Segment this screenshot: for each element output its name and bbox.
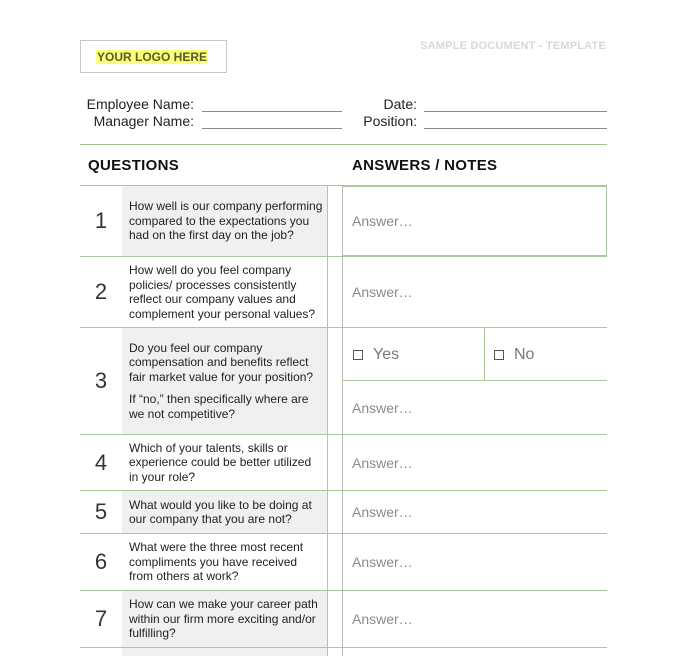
answer-field[interactable]: Answer… [352, 504, 413, 520]
column-gap [327, 591, 343, 647]
manager-name-label: Manager Name: [93, 113, 194, 129]
question-text [122, 534, 327, 590]
question-number: 5 [94, 499, 108, 524]
question-text-body: Do you feel our company compensation and benefits reflect fair market value for your position? [129, 340, 314, 384]
question-row-2 [80, 257, 607, 328]
yes-label: Yes [373, 345, 400, 363]
question-text [122, 328, 327, 434]
question-row-7 [80, 591, 607, 648]
question-number: 1 [94, 208, 108, 233]
manager-name-field[interactable] [202, 128, 342, 129]
column-gap [327, 328, 343, 434]
question-number: 4 [94, 449, 108, 475]
question-number: 7 [94, 606, 108, 631]
answer-field[interactable]: Answer… [343, 186, 607, 256]
column-gap [327, 257, 343, 327]
sample-label: SAMPLE DOCUMENT - TEMPLATE [420, 40, 606, 52]
employee-name-field[interactable] [202, 111, 342, 112]
question-text-body: How can we make your career path within our firm more exciting and/or fulfilling? [129, 597, 318, 641]
question-followup-text: If “no,” then specifically where are we not competitive? [129, 392, 309, 421]
question-number: 6 [94, 549, 108, 574]
date-label: Date: [383, 96, 417, 112]
question-text-body: What were the three most recent compliments you have received from others at work? [129, 540, 304, 584]
question-row-6 [80, 534, 607, 591]
logo-box [80, 40, 227, 73]
answer-field[interactable]: Answer… [352, 284, 413, 300]
question-row-5 [80, 491, 607, 534]
question-number: 2 [94, 279, 108, 304]
yes-option[interactable] [353, 328, 399, 381]
answer-field[interactable]: Answer… [352, 454, 413, 471]
column-gap [327, 435, 343, 490]
answer-field[interactable]: Answer… [352, 554, 413, 570]
question-text [122, 491, 327, 533]
column-gap [327, 534, 343, 590]
header-divider [80, 144, 607, 145]
answer-field[interactable]: Answer… [352, 611, 413, 627]
answer-field[interactable]: Answer… [352, 399, 413, 416]
option-divider [484, 328, 485, 381]
checkbox-icon[interactable] [353, 350, 363, 360]
question-text [122, 591, 327, 647]
question-row-1 [80, 185, 607, 257]
question-text-body: Which of your talents, skills or experience could be better utilized in your role? [129, 440, 312, 484]
question-row-partial [80, 648, 607, 656]
question-text [122, 186, 327, 256]
column-gap [327, 648, 343, 656]
question-number: 3 [94, 368, 108, 393]
question-text-body: How well is our company performing compared to the expectations you had on the first day on the job? [129, 199, 323, 243]
position-label: Position: [363, 113, 417, 129]
question-text [122, 648, 327, 656]
checkbox-icon[interactable] [494, 350, 504, 360]
no-option[interactable] [494, 328, 534, 381]
no-label: No [514, 345, 535, 363]
question-text-body: How well do you feel company policies/ processes consistently reflect our company values and complement your personal values? [129, 263, 316, 321]
employee-name-label: Employee Name: [86, 96, 194, 112]
logo-placeholder: YOUR LOGO HERE [97, 50, 208, 64]
answers-heading: ANSWERS / NOTES [352, 157, 498, 174]
column-gap [327, 186, 343, 256]
question-row-3 [80, 328, 607, 435]
question-text [122, 257, 327, 327]
question-text-body: What would you like to be doing at our company that you are not? [129, 497, 312, 526]
column-gap [327, 491, 343, 533]
position-field[interactable] [424, 128, 607, 129]
questions-heading: QUESTIONS [88, 157, 180, 174]
question-text [122, 435, 327, 490]
date-field[interactable] [424, 111, 607, 112]
question-row-4 [80, 435, 607, 491]
